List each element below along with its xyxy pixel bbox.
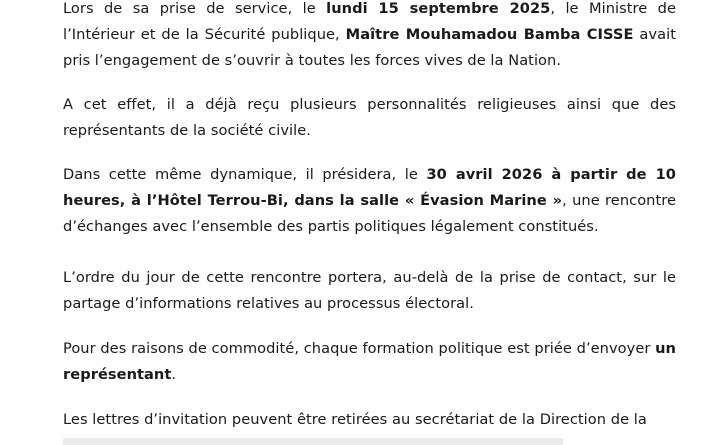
text-run: Lors de sa prise de service, le	[63, 0, 327, 17]
paragraph-invitation-letters	[63, 407, 676, 433]
paragraph-service-commitment	[63, 0, 676, 74]
text-run: Les lettres d’invitation peuvent être retirées au secrétariat de la Direction de la	[63, 411, 647, 428]
bold-minister-name: Maître Mouhamadou Bamba CISSE	[345, 26, 634, 43]
paragraph-representative	[63, 336, 676, 388]
text-run: Dans cette même dynamique, il présidera, le	[63, 166, 427, 183]
paragraph-agenda	[63, 265, 676, 317]
cut-off-text-line	[63, 438, 563, 445]
bold-meeting-date-venue: 30 avril 2026 à partir de 10 heures, à l’Hôtel Terrou-Bi, dans la salle « Évasion Marine »	[63, 166, 677, 209]
bold-date: lundi 15 septembre 2025	[326, 0, 551, 17]
text-run: avait pris l’engagement de s’ouvrir à toutes les forces vives de la Nation.	[63, 26, 676, 69]
text-run: A cet effet, il a déjà reçu plusieurs personnalités religieuses ainsi que des représentants de la société civile.	[63, 96, 676, 139]
text-run: , une rencontre d’échanges avec l’ensemble des partis politiques légalement constitués.	[63, 192, 676, 235]
text-run: .	[171, 366, 177, 383]
text-run: Pour des raisons de commodité, chaque formation politique est priée d’envoyer	[63, 340, 656, 357]
paragraph-received-personalities	[63, 92, 676, 144]
text-run: L’ordre du jour de cette rencontre portera, au-delà de la prise de contact, sur le partage d’informations relatives au processus électoral.	[63, 269, 676, 312]
paragraph-meeting-details	[63, 162, 676, 240]
bold-representative: un représentant	[63, 340, 676, 383]
text-run: , le Ministre de l’Intérieur et de la Sécurité publique,	[63, 0, 676, 43]
